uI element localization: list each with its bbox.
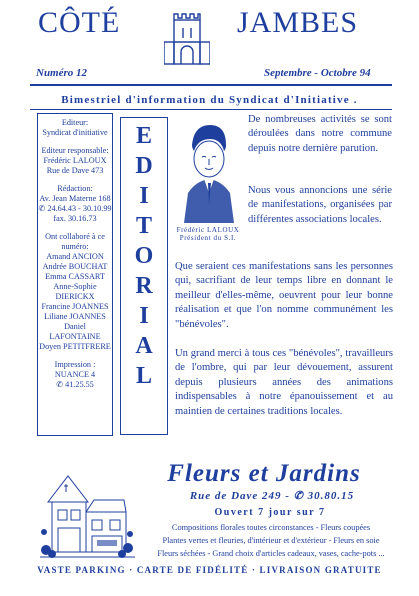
subtitle: Bimestriel d'information du Syndicat d'Initiative . <box>61 94 358 106</box>
editorial-letter: E <box>135 123 152 149</box>
ad-footer: VASTE PARKING · CARTE DE FIDÉLITÉ · LIVRAISON GRATUITE <box>37 565 382 575</box>
editorial-letter: I <box>139 303 149 329</box>
collaborator: Amand ANCION <box>46 252 104 261</box>
caption-role: Président du S.I. <box>179 234 237 242</box>
ad-line: Compositions florales toutes circonstances - Fleurs coupées <box>171 523 371 532</box>
photo-caption <box>174 226 242 242</box>
editorial-letter: R <box>135 273 153 299</box>
redaction-label: Rédaction: <box>57 184 93 193</box>
collaborator: Andrée BOUCHAT <box>42 262 108 271</box>
impression-name: NUANCE 4 <box>54 370 96 379</box>
resp-address: Rue de Dave 473 <box>46 166 104 175</box>
credits-sidebar <box>37 113 113 436</box>
ad-line: Fleurs séchées - Grand choix d'articles cadeaux, vases, cache-pots ... <box>157 549 385 558</box>
collaborator: Emma CASSART <box>45 272 105 281</box>
redaction-address: Av. Jean Materne 168 <box>39 194 111 203</box>
editeur-value: Syndicat d'initiative <box>42 128 108 137</box>
editorial-letter: I <box>139 183 149 209</box>
issue-date: Septembre - Octobre 94 <box>264 67 371 79</box>
editorial-paragraph: Nous vous annoncions une série de manifestations, organisées par différentes associations locales. <box>248 185 392 225</box>
redaction-fax: fax. 30.16.73 <box>53 214 97 223</box>
ad-address: Rue de Dave 249 - ✆ 30.80.15 <box>189 490 355 502</box>
redaction-phone: ✆ 24.64.43 - 30.10.99 <box>38 204 112 213</box>
editorial-letter: D <box>135 153 153 179</box>
editorial-letter: T <box>135 213 152 239</box>
editorial-paragraph: De nombreuses activités se sont déroulées dans notre commune depuis notre dernière parution. <box>248 114 392 154</box>
header-rule <box>30 84 392 86</box>
masthead-title-left: CÔTÉ <box>38 6 121 39</box>
editorial-letter: L <box>135 363 152 389</box>
collaborator: Anne-Sophie DIERICKX <box>53 282 97 301</box>
ad-title: Fleurs et Jardins <box>167 460 361 487</box>
impression-phone: ✆ 41.25.55 <box>56 380 94 389</box>
editorial-paragraph: Un grand merci à tous ces "bénévoles", travailleurs de l'ombre, qui par leur dévouement, assurent depuis plusieurs années des animations indispensables à notre épanouissement et au maintien de certaines traditions locales. <box>175 348 393 417</box>
flower-shop-illustration <box>40 462 135 560</box>
editeur-label: Editeur: <box>61 118 89 127</box>
ad-opening-hours: Ouvert 7 jour sur 7 <box>214 507 326 518</box>
collaborator: Liliane JOANNES <box>44 312 106 321</box>
collaborator: Doyen PETITFRERE <box>39 342 111 351</box>
editorial-paragraph: Que seraient ces manifestations sans les personnes qui, sacrifiant de leur temps libre en donnant le meilleur d'elles-même, oeuvrent pour leur bonne réalisation et que l'on nomme communément les "bénévoles". <box>175 261 393 330</box>
portrait-photo <box>178 117 238 223</box>
editorial-heading <box>120 117 168 435</box>
subtitle-rule <box>30 109 392 110</box>
editorial-letter: O <box>134 243 154 269</box>
resp-name: Frédéric LALOUX <box>43 156 107 165</box>
issue-number: Numéro 12 <box>36 67 88 79</box>
collaborator: Daniel LAFONTAINE <box>49 322 101 341</box>
collab-label: Ont collaboré à ce numéro: <box>45 232 105 251</box>
editorial-letter: A <box>135 333 153 359</box>
castle-logo-icon <box>164 8 210 66</box>
caption-name: Frédéric LALOUX <box>176 226 240 234</box>
resp-label: Editeur responsable: <box>41 146 109 155</box>
masthead-title-right: JAMBES <box>237 6 359 39</box>
ad-line: Plantes vertes et fleuries, d'intérieur et d'extérieur - Fleurs en soie <box>162 536 380 545</box>
impression-label: Impression : <box>54 360 96 369</box>
collaborator: Francine JOANNES <box>41 302 109 311</box>
